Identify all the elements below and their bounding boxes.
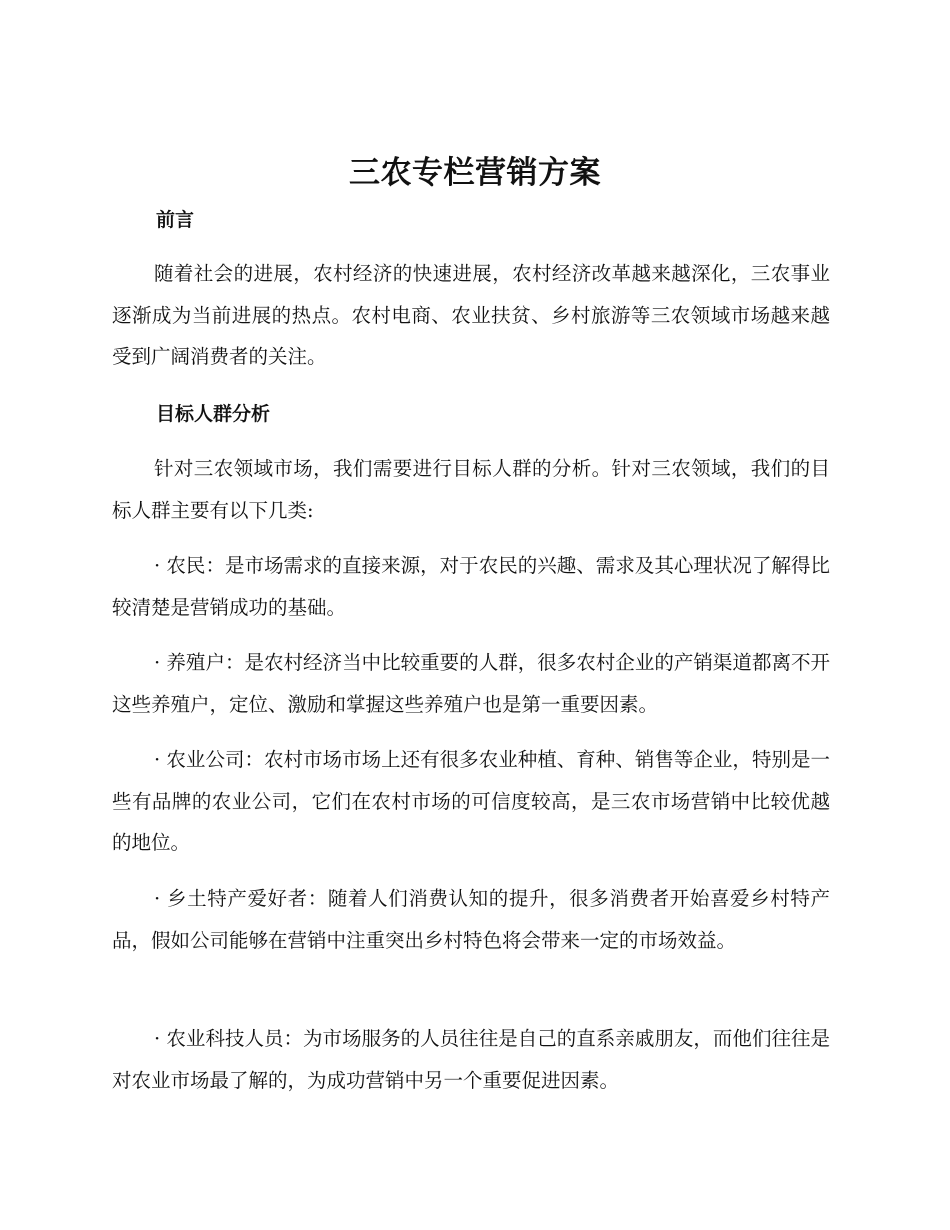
list-item-agri-companies: · 农业公司：农村市场市场上还有很多农业种植、育种、销售等企业，特别是一些有品牌的农业公司，它们在农村市场的可信度较高，是三农市场营销中比较优越的地位。	[112, 748, 830, 854]
document-title: 三农专栏营销方案	[349, 155, 601, 191]
preface-paragraph: 随着社会的进展，农村经济的快速进展，农村经济改革越来越深化，三农事业逐渐成为当前进展的热点。农村电商、农业扶贫、乡村旅游等三农领域市场越来越受到广阔消费者的关注。	[112, 262, 830, 368]
list-item-agri-tech-staff: · 农业科技人员：为市场服务的人员往往是自己的直系亲戚朋友，而他们往往是对农业市场最了解的，为成功营销中另一个重要促进因素。	[112, 1027, 830, 1092]
list-item-breeders: · 养殖户：是农村经济当中比较重要的人群，很多农村企业的产销渠道都离不开这些养殖户，定位、激励和掌握这些养殖户也是第一重要因素。	[112, 651, 830, 716]
target-audience-intro-paragraph: 针对三农领域市场，我们需要进行目标人群的分析。针对三农领域，我们的目标人群主要有以下几类:	[112, 457, 830, 522]
list-item-local-specialty-fans: · 乡土特产爱好者：随着人们消费认知的提升，很多消费者开始喜爱乡村特产品，假如公司能够在营销中注重突出乡村特色将会带来一定的市场效益。	[112, 887, 830, 952]
section-heading-preface: 前言	[156, 209, 195, 231]
section-heading-target-audience: 目标人群分析	[156, 403, 271, 425]
list-item-farmers: · 农民：是市场需求的直接来源，对于农民的兴趣、需求及其心理状况了解得比较清楚是营销成功的基础。	[112, 554, 830, 619]
